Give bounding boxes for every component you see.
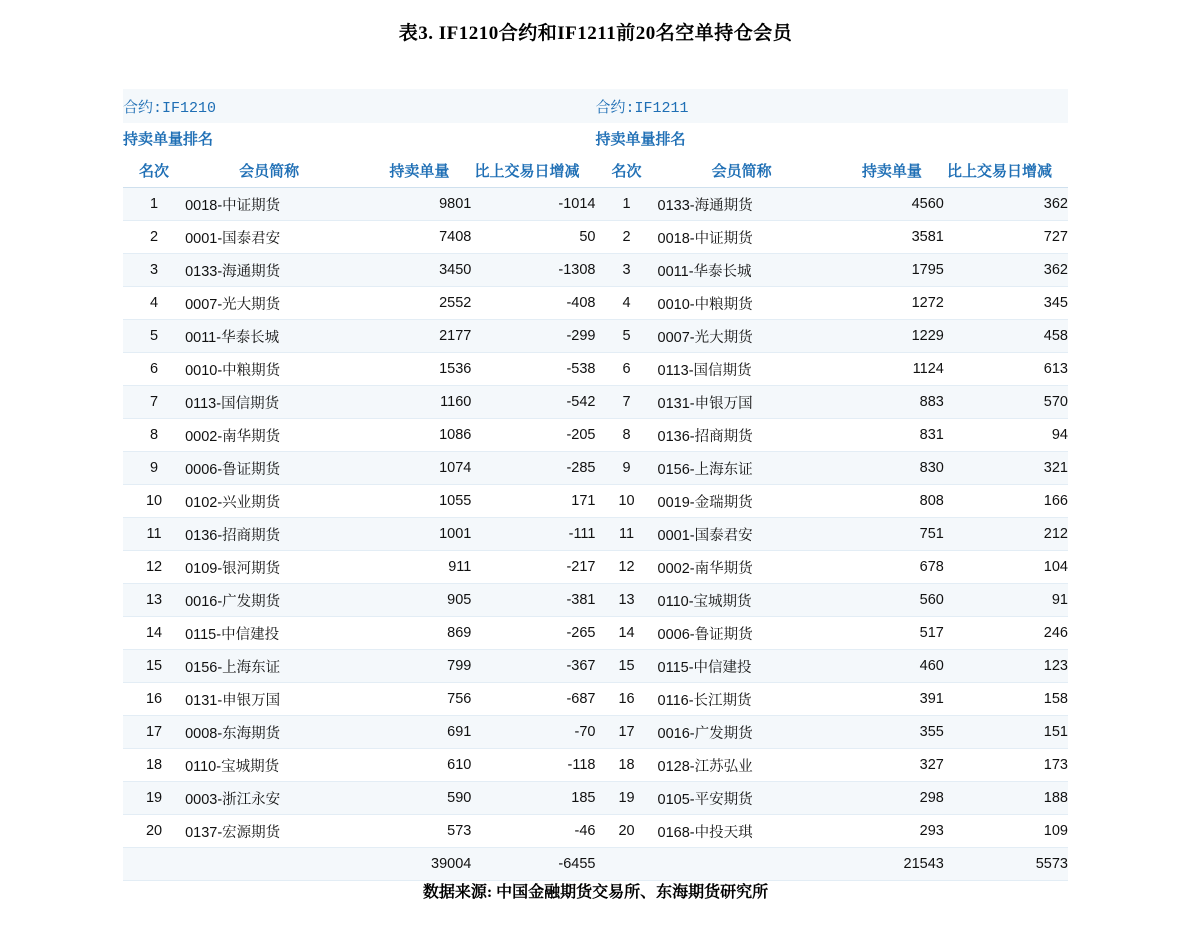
right-change: 158 [944,683,1068,716]
right-rank: 7 [595,386,657,419]
left-member: 0011-华泰长城 [185,320,353,353]
left-member: 0003-浙江永安 [185,782,353,815]
right-rank: 19 [595,782,657,815]
left-change: 50 [471,221,595,254]
left-volume: 9801 [353,188,471,221]
left-change: 171 [471,485,595,518]
left-rank: 9 [123,452,185,485]
left-volume: 1074 [353,452,471,485]
right-total-label-blank [658,848,826,881]
left-rank: 8 [123,419,185,452]
left-member: 0016-广发期货 [185,584,353,617]
right-rank: 14 [595,617,657,650]
right-rank: 9 [595,452,657,485]
left-member: 0156-上海东证 [185,650,353,683]
right-member: 0110-宝城期货 [658,584,826,617]
left-member: 0008-东海期货 [185,716,353,749]
rank-title-row [123,123,1068,153]
right-member: 0136-招商期货 [658,419,826,452]
right-member: 0105-平安期货 [658,782,826,815]
right-member: 0018-中证期货 [658,221,826,254]
left-member: 0006-鲁证期货 [185,452,353,485]
left-volume: 1536 [353,353,471,386]
right-volume: 560 [826,584,944,617]
left-volume: 3450 [353,254,471,287]
left-change: 185 [471,782,595,815]
right-rank: 18 [595,749,657,782]
right-change: 362 [944,188,1068,221]
right-member: 0001-国泰君安 [658,518,826,551]
right-member: 0019-金瑞期货 [658,485,826,518]
left-change: -299 [471,320,595,353]
right-volume: 831 [826,419,944,452]
left-rank: 18 [123,749,185,782]
right-rank: 8 [595,419,657,452]
table-row [123,815,1068,848]
right-rank: 20 [595,815,657,848]
right-volume: 517 [826,617,944,650]
left-total-change: -6455 [471,848,595,881]
left-member: 0136-招商期货 [185,518,353,551]
right-header-volume: 持卖单量 [826,153,944,188]
right-rank: 15 [595,650,657,683]
right-member: 0116-长江期货 [658,683,826,716]
right-change: 613 [944,353,1068,386]
left-change: -408 [471,287,595,320]
right-volume: 1795 [826,254,944,287]
right-change: 362 [944,254,1068,287]
right-member: 0131-申银万国 [658,386,826,419]
right-change: 166 [944,485,1068,518]
left-change: -118 [471,749,595,782]
right-total-volume: 21543 [826,848,944,881]
right-change: 345 [944,287,1068,320]
left-member: 0115-中信建投 [185,617,353,650]
left-volume: 1055 [353,485,471,518]
left-change: -285 [471,452,595,485]
table-row [123,485,1068,518]
table-row [123,452,1068,485]
right-rank: 5 [595,320,657,353]
right-volume: 808 [826,485,944,518]
right-rank: 4 [595,287,657,320]
left-volume: 799 [353,650,471,683]
right-member: 0128-江苏弘业 [658,749,826,782]
right-volume: 355 [826,716,944,749]
right-volume: 4560 [826,188,944,221]
table-row [123,254,1068,287]
right-volume: 298 [826,782,944,815]
column-header-row [123,153,1068,188]
left-header-change: 比上交易日增减 [471,153,595,188]
left-total-label-blank [185,848,353,881]
left-contract-label: 合约:IF1210 [123,89,595,123]
right-total-change: 5573 [944,848,1068,881]
right-volume: 1124 [826,353,944,386]
left-rank: 5 [123,320,185,353]
left-rank: 2 [123,221,185,254]
left-rank: 13 [123,584,185,617]
left-member: 0102-兴业期货 [185,485,353,518]
right-member: 0011-华泰长城 [658,254,826,287]
right-member: 0002-南华期货 [658,551,826,584]
right-contract-label: 合约:IF1211 [595,89,1068,123]
left-rank: 4 [123,287,185,320]
left-change: -1308 [471,254,595,287]
right-member: 0006-鲁证期货 [658,617,826,650]
left-rank: 15 [123,650,185,683]
left-member: 0137-宏源期货 [185,815,353,848]
right-change: 188 [944,782,1068,815]
left-member: 0110-宝城期货 [185,749,353,782]
left-volume: 905 [353,584,471,617]
right-total-rank-blank [595,848,657,881]
right-member: 0007-光大期货 [658,320,826,353]
right-change: 94 [944,419,1068,452]
left-rank: 17 [123,716,185,749]
left-volume: 590 [353,782,471,815]
tables-container [123,89,1068,881]
right-header-rank: 名次 [595,153,657,188]
right-rank: 17 [595,716,657,749]
right-change: 173 [944,749,1068,782]
table-row [123,782,1068,815]
right-member: 0168-中投天琪 [658,815,826,848]
right-change: 727 [944,221,1068,254]
right-header-change: 比上交易日增减 [944,153,1068,188]
page-title: 表3. IF1210合约和IF1211前20名空单持仓会员 [398,23,793,44]
right-volume: 883 [826,386,944,419]
right-change: 458 [944,320,1068,353]
left-rank-title: 持卖单量排名 [123,123,595,153]
left-member: 0001-国泰君安 [185,221,353,254]
right-member: 0115-中信建投 [658,650,826,683]
left-volume: 911 [353,551,471,584]
left-rank: 7 [123,386,185,419]
right-rank: 10 [595,485,657,518]
table-body [123,188,1068,881]
left-change: -265 [471,617,595,650]
left-total-volume: 39004 [353,848,471,881]
left-volume: 1086 [353,419,471,452]
table-row [123,650,1068,683]
table-row [123,386,1068,419]
right-change: 212 [944,518,1068,551]
left-volume: 756 [353,683,471,716]
left-member: 0010-中粮期货 [185,353,353,386]
left-member: 0002-南华期货 [185,419,353,452]
right-rank: 6 [595,353,657,386]
left-volume: 573 [353,815,471,848]
right-volume: 830 [826,452,944,485]
right-member: 0156-上海东证 [658,452,826,485]
left-rank: 19 [123,782,185,815]
left-rank: 12 [123,551,185,584]
table-row [123,716,1068,749]
right-change: 151 [944,716,1068,749]
left-volume: 1160 [353,386,471,419]
table-row [123,419,1068,452]
right-member: 0010-中粮期货 [658,287,826,320]
right-volume: 327 [826,749,944,782]
left-member: 0109-银河期货 [185,551,353,584]
left-total-rank-blank [123,848,185,881]
left-change: -538 [471,353,595,386]
left-member: 0131-申银万国 [185,683,353,716]
right-volume: 293 [826,815,944,848]
right-header-member: 会员简称 [658,153,826,188]
left-rank: 6 [123,353,185,386]
right-change: 570 [944,386,1068,419]
left-member: 0018-中证期货 [185,188,353,221]
right-volume: 3581 [826,221,944,254]
left-change: -381 [471,584,595,617]
right-change: 104 [944,551,1068,584]
left-volume: 869 [353,617,471,650]
left-change: -217 [471,551,595,584]
left-change: -367 [471,650,595,683]
left-rank: 1 [123,188,185,221]
table-row [123,617,1068,650]
right-rank: 11 [595,518,657,551]
right-rank: 3 [595,254,657,287]
right-change: 321 [944,452,1068,485]
right-change: 123 [944,650,1068,683]
left-volume: 1001 [353,518,471,551]
left-member: 0113-国信期货 [185,386,353,419]
left-change: -46 [471,815,595,848]
contract-label-row [123,89,1068,123]
table-row [123,320,1068,353]
right-change: 246 [944,617,1068,650]
left-change: -70 [471,716,595,749]
right-rank: 2 [595,221,657,254]
table-row [123,287,1068,320]
left-header-volume: 持卖单量 [353,153,471,188]
table-row [123,518,1068,551]
right-member: 0133-海通期货 [658,188,826,221]
left-member: 0007-光大期货 [185,287,353,320]
left-volume: 2177 [353,320,471,353]
left-volume: 7408 [353,221,471,254]
table-row [123,188,1068,221]
right-volume: 1229 [826,320,944,353]
right-change: 91 [944,584,1068,617]
right-volume: 678 [826,551,944,584]
left-rank: 10 [123,485,185,518]
left-change: -542 [471,386,595,419]
left-header-rank: 名次 [123,153,185,188]
left-change: -687 [471,683,595,716]
holdings-table [123,89,1068,881]
left-volume: 610 [353,749,471,782]
left-rank: 20 [123,815,185,848]
left-rank: 11 [123,518,185,551]
right-rank: 1 [595,188,657,221]
left-header-member: 会员简称 [185,153,353,188]
right-volume: 460 [826,650,944,683]
right-volume: 751 [826,518,944,551]
right-change: 109 [944,815,1068,848]
source-note: 数据来源: 中国金融期货交易所、东海期货研究所 [422,884,769,901]
right-member: 0113-国信期货 [658,353,826,386]
left-rank: 14 [123,617,185,650]
right-member: 0016-广发期货 [658,716,826,749]
left-rank: 16 [123,683,185,716]
right-rank-title: 持卖单量排名 [595,123,1068,153]
right-rank: 13 [595,584,657,617]
table-row [123,584,1068,617]
left-volume: 2552 [353,287,471,320]
totals-row [123,848,1068,881]
table-row [123,353,1068,386]
table-row [123,749,1068,782]
table-row [123,683,1068,716]
right-rank: 16 [595,683,657,716]
left-volume: 691 [353,716,471,749]
right-rank: 12 [595,551,657,584]
left-rank: 3 [123,254,185,287]
right-volume: 391 [826,683,944,716]
left-member: 0133-海通期货 [185,254,353,287]
left-change: -111 [471,518,595,551]
table-row [123,221,1068,254]
right-volume: 1272 [826,287,944,320]
left-change: -1014 [471,188,595,221]
left-change: -205 [471,419,595,452]
table-row [123,551,1068,584]
